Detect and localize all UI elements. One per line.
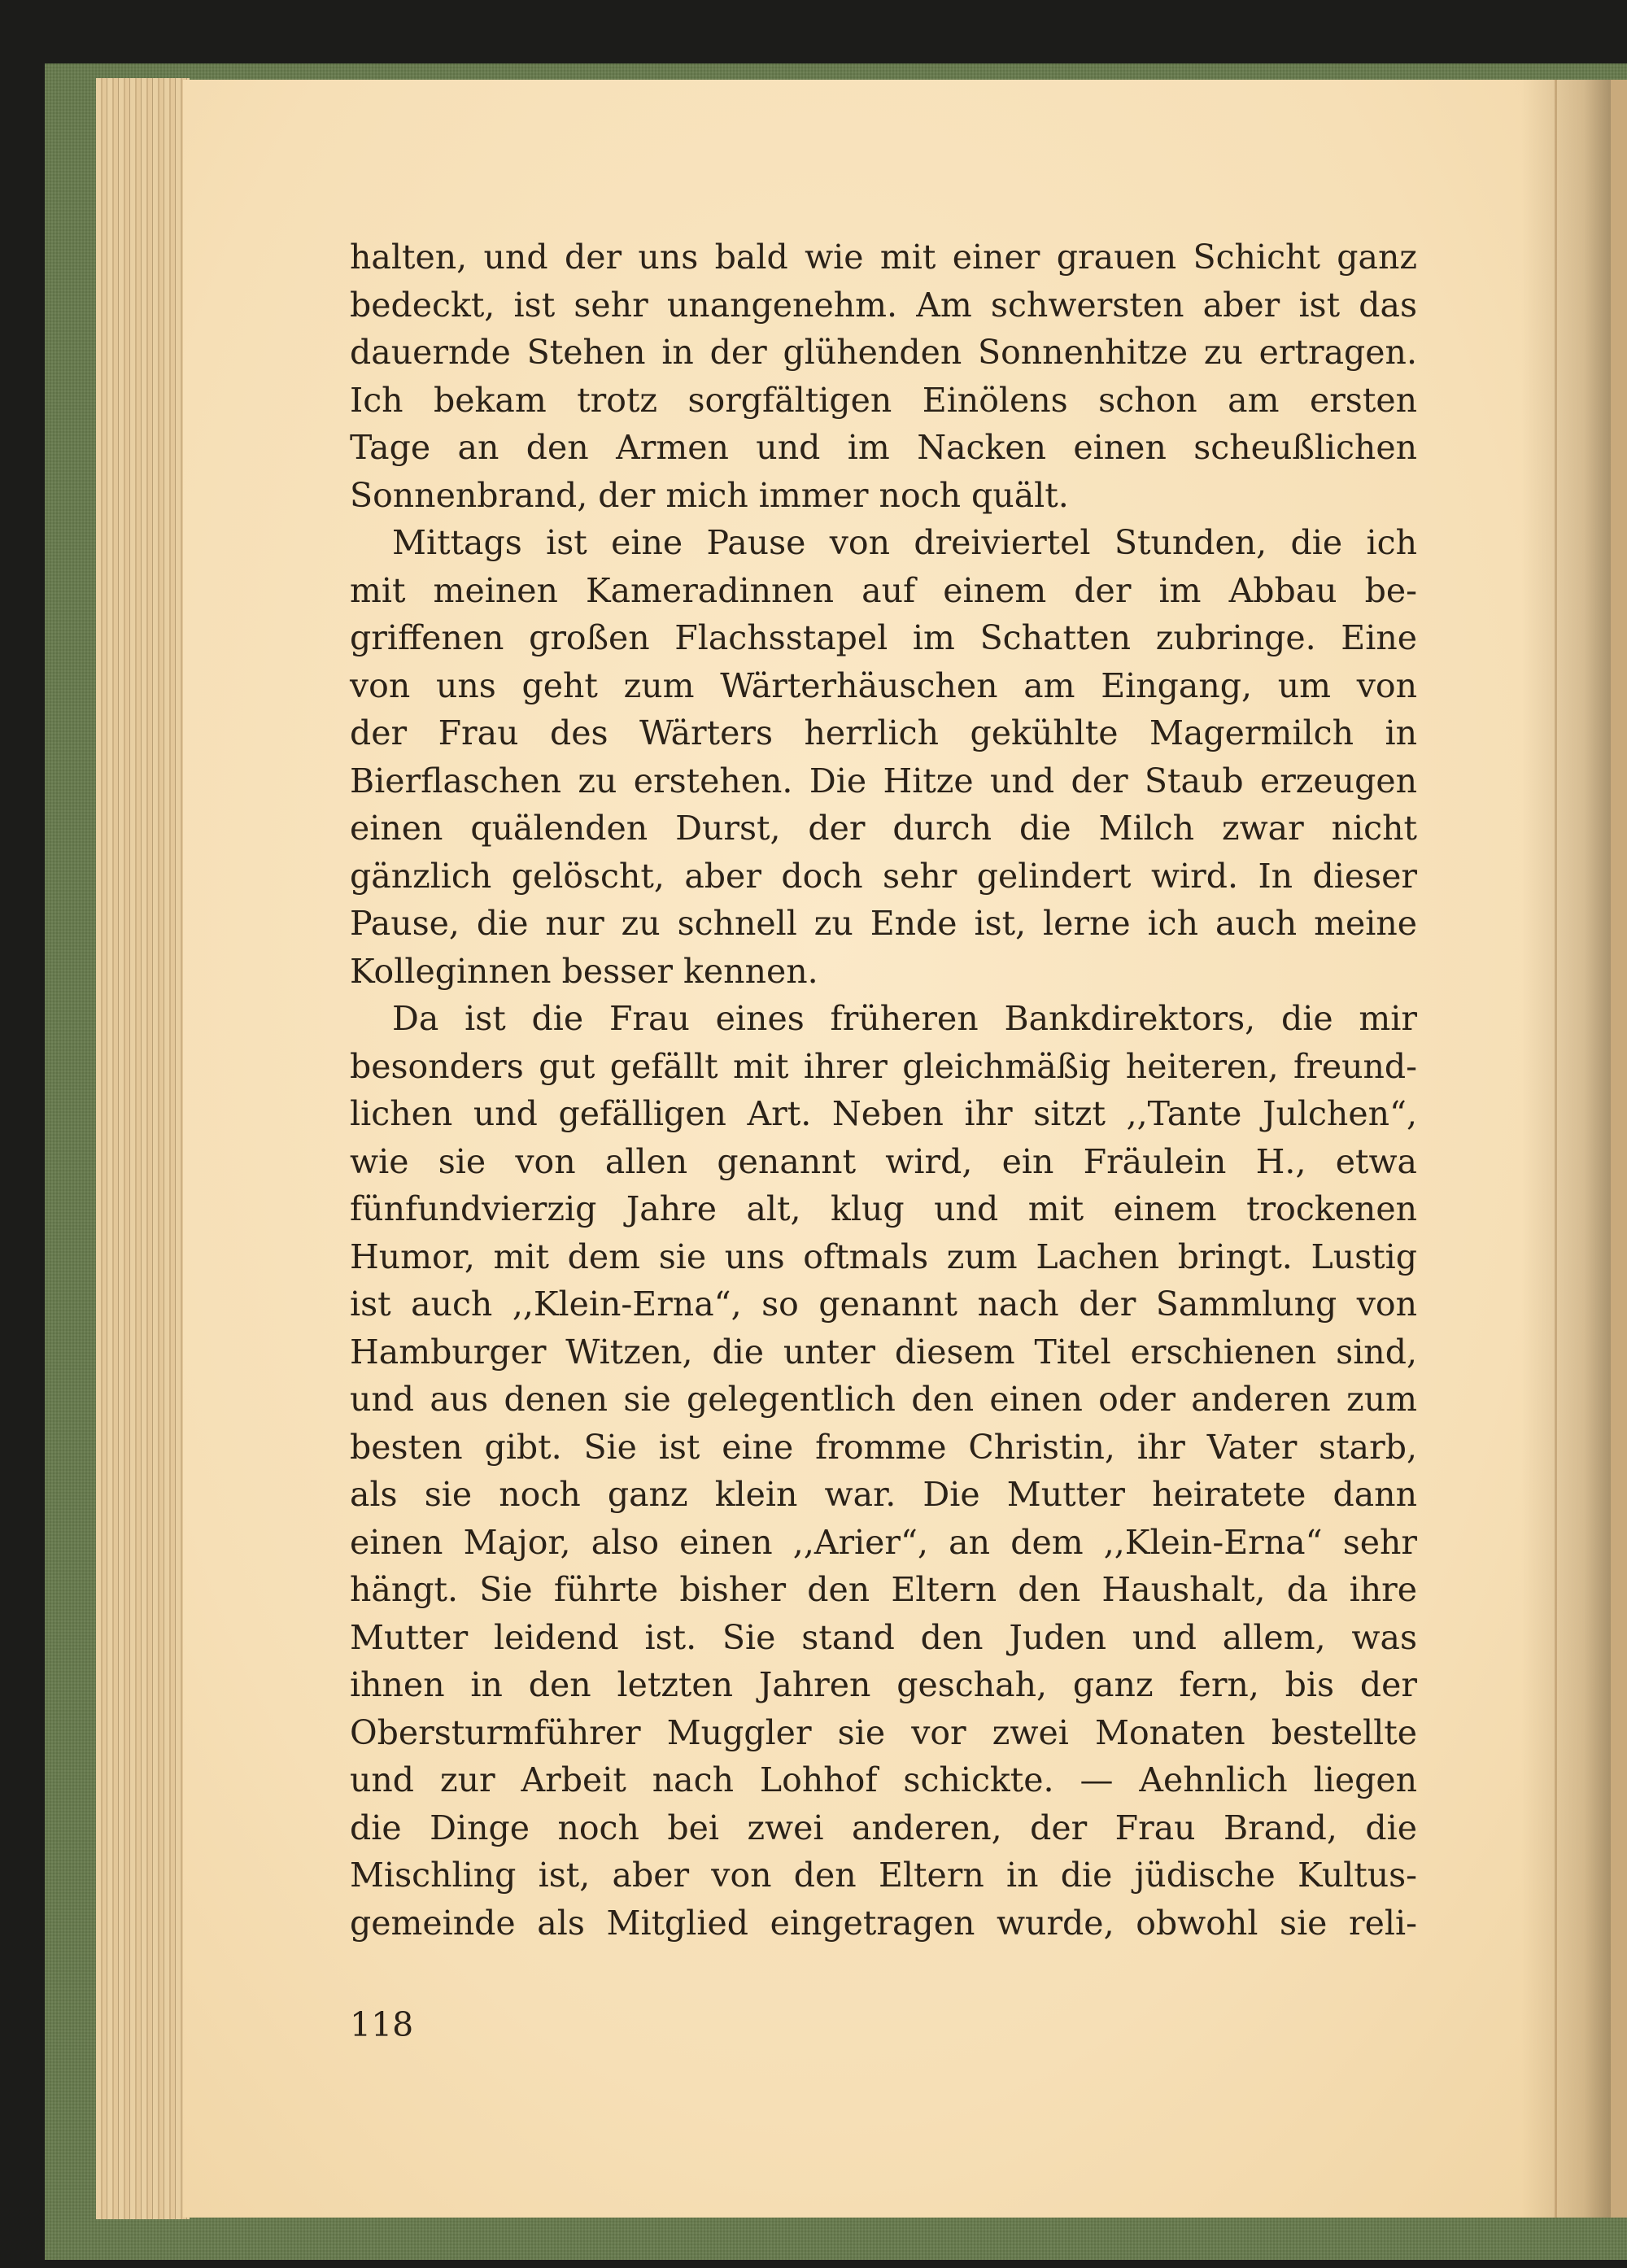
page-number: 118 [350, 2005, 414, 2044]
text-line: dauernde Stehen in der glühenden Sonnenhitze zu ertragen. [350, 333, 1417, 372]
text-line: bedeckt, ist sehr unangenehm. Am schwersten aber ist das [350, 285, 1417, 325]
text-line: Ich bekam trotz sorgfältigen Einölens schon am ersten [350, 380, 1417, 420]
text-line: Pause, die nur zu schnell zu Ende ist, lerne ich auch meine [350, 904, 1417, 943]
gutter-line [1555, 80, 1557, 2218]
text-line: die Dinge noch bei zwei anderen, der Frau Brand, die [350, 1808, 1417, 1847]
text-line: besten gibt. Sie ist eine fromme Christin, ihr Vater starb, [350, 1427, 1417, 1467]
text-line: Hamburger Witzen, die unter diesem Titel erschienen sind, [350, 1332, 1417, 1372]
text-line: von uns geht zum Wärterhäuschen am Eingang, um von [350, 665, 1417, 705]
text-line: einen Major, also einen ,,Arier“, an dem ,,Klein-Erna“ sehr [350, 1522, 1417, 1562]
text-line: ihnen in den letzten Jahren geschah, ganz fern, bis der [350, 1665, 1417, 1704]
text-line: wie sie von allen genannt wird, ein Fräulein H., etwa [350, 1141, 1417, 1181]
text-line: Mittags ist eine Pause von dreiviertel Stunden, die ich [392, 523, 1417, 562]
facing-page-edge [1611, 80, 1627, 2218]
text-line: lichen und gefälligen Art. Neben ihr sitzt ,,Tante Julchen“, [350, 1094, 1417, 1133]
text-line: einen quälenden Durst, der durch die Milch zwar nicht [350, 809, 1417, 848]
text-line: als sie noch ganz klein war. Die Mutter heiratete dann [350, 1475, 1417, 1514]
text-line: halten, und der uns bald wie mit einer grauen Schicht ganz [350, 238, 1417, 277]
text-line: ist auch ,,Klein-Erna“, so genannt nach der Sammlung von [350, 1284, 1417, 1324]
page-gutter-shadow [1521, 80, 1611, 2218]
text-line: Bierflaschen zu erstehen. Die Hitze und der Staub erzeugen [350, 761, 1417, 800]
page-edges [96, 78, 190, 2219]
text-line: griffenen großen Flachsstapel im Schatten zubringe. Eine [350, 618, 1417, 657]
text-line: der Frau des Wärters herrlich gekühlte Magermilch in [350, 713, 1417, 752]
text-line: Mischling ist, aber von den Eltern in die jüdische Kultus- [350, 1856, 1417, 1895]
text-line: mit meinen Kameradinnen auf einem der im Abbau be- [350, 570, 1417, 610]
text-line: gemeinde als Mitglied eingetragen wurde, obwohl sie reli- [350, 1903, 1417, 1943]
text-line: fünfundvierzig Jahre alt, klug und mit einem trockenen [350, 1189, 1417, 1228]
text-line: Da ist die Frau eines früheren Bankdirektors, die mir [392, 999, 1417, 1038]
text-line: hängt. Sie führte bisher den Eltern den Haushalt, da ihre [350, 1570, 1417, 1609]
text-line: besonders gut gefällt mit ihrer gleichmäßig heiteren, freund- [350, 1046, 1417, 1086]
body-text [350, 233, 1417, 1947]
text-line: Tage an den Armen und im Nacken einen scheußlichen [350, 428, 1417, 467]
text-line: Obersturmführer Muggler sie vor zwei Monaten bestellte [350, 1712, 1417, 1752]
text-line: und zur Arbeit nach Lohhof schickte. — Aehnlich liegen [350, 1760, 1417, 1799]
text-line: Humor, mit dem sie uns oftmals zum Lachen bringt. Lustig [350, 1236, 1417, 1276]
text-line: Sonnenbrand, der mich immer noch quält. [350, 475, 1069, 515]
text-line: Kolleginnen besser kennen. [350, 951, 818, 991]
text-line: gänzlich gelöscht, aber doch sehr gelindert wird. In dieser [350, 856, 1417, 896]
text-line: Mutter leidend ist. Sie stand den Juden und allem, was [350, 1617, 1417, 1657]
text-line: und aus denen sie gelegentlich den einen oder anderen zum [350, 1380, 1417, 1419]
